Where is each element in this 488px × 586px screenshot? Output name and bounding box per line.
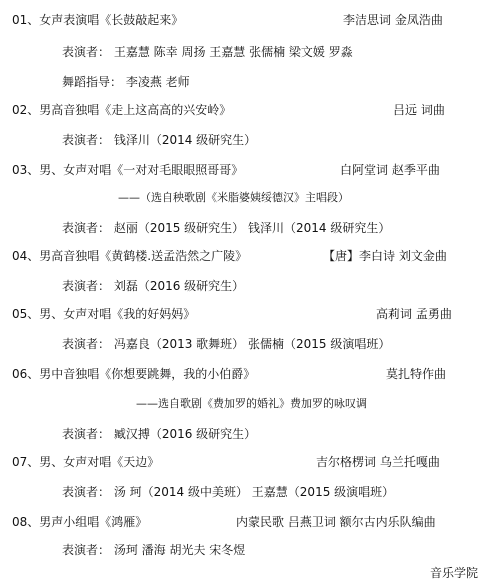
performers-text: 表演者： 赵丽（2015 级研究生） 钱泽川（2014 级研究生） (62, 221, 391, 235)
item-subtitle (0, 394, 488, 414)
program-item-06 (0, 364, 488, 384)
item-title: 07、男、女声对唱《天边》 (12, 455, 160, 469)
program-item-07 (0, 452, 488, 472)
item-performers (0, 424, 488, 444)
item-performers (0, 42, 488, 62)
performers-text: 表演者： 刘磊（2016 级研究生） (62, 279, 245, 293)
item-credits: 吕远 词曲 (393, 103, 445, 117)
performers-text: 表演者： 冯嘉良（2013 歌舞班） 张儒楠（2015 级演唱班） (62, 337, 391, 351)
item-performers (0, 218, 488, 238)
item-credits: 高莉词 孟勇曲 (376, 307, 452, 321)
performers-text: 表演者： 汤珂 潘海 胡光夫 宋冬煜 (62, 543, 246, 557)
program-item-08 (0, 512, 488, 532)
item-credits: 李洁思词 金凤浩曲 (343, 13, 443, 27)
item-performers (0, 482, 488, 502)
performers-text: 表演者： 汤 珂（2014 级中美班） 王嘉慧（2015 级演唱班） (62, 485, 395, 499)
item-credits: 内蒙民歌 吕燕卫词 额尔古内乐队编曲 (236, 515, 436, 529)
item-title: 02、男高音独唱《走上这高高的兴安岭》 (12, 103, 232, 117)
item-performers (0, 130, 488, 150)
performers-text: 表演者： 钱泽川（2014 级研究生） (62, 133, 257, 147)
item-title: 06、男中音独唱《你想要跳舞，我的小伯爵》 (12, 367, 256, 381)
dance-instructor-text: 舞蹈指导： 李凌燕 老师 (62, 75, 190, 89)
item-title: 04、男高音独唱《黄鹤楼.送孟浩然之广陵》 (12, 249, 248, 263)
item-title: 01、女声表演唱《长鼓敲起来》 (12, 13, 184, 27)
footer-text: 音乐学院 (429, 566, 478, 580)
item-title: 08、男声小组唱《鸿雁》 (12, 515, 148, 529)
item-credits: 吉尔格楞词 乌兰托嘎曲 (316, 455, 440, 469)
subtitle-text: ——选自歌剧《费加罗的婚礼》费加罗的咏叹调 (136, 397, 367, 410)
item-title: 05、男、女声对唱《我的好妈妈》 (12, 307, 196, 321)
program-item-02 (0, 100, 488, 120)
item-subtitle (0, 188, 488, 208)
program-item-03 (0, 160, 488, 180)
program-item-04 (0, 246, 488, 266)
item-performers (0, 540, 488, 560)
subtitle-text: ——（选自秧歌剧《米脂婆姨绥德汉》主唱段） (118, 191, 349, 204)
item-credits: 莫扎特作曲 (386, 367, 447, 381)
item-credits: 【唐】李白诗 刘文金曲 (323, 249, 447, 263)
performers-text: 表演者： 臧汉搏（2016 级研究生） (62, 427, 257, 441)
program-item-01 (0, 10, 488, 30)
item-performers (0, 276, 488, 296)
footer (0, 563, 488, 583)
item-dance-instructor (0, 72, 488, 92)
program-item-05 (0, 304, 488, 324)
item-performers (0, 334, 488, 354)
item-credits: 白阿堂词 赵季平曲 (340, 163, 440, 177)
item-title: 03、男、女声对唱《一对对毛眼眼照哥哥》 (12, 163, 244, 177)
performers-text: 表演者： 王嘉慧 陈幸 周扬 王嘉慧 张儒楠 梁文媛 罗淼 (62, 45, 353, 59)
